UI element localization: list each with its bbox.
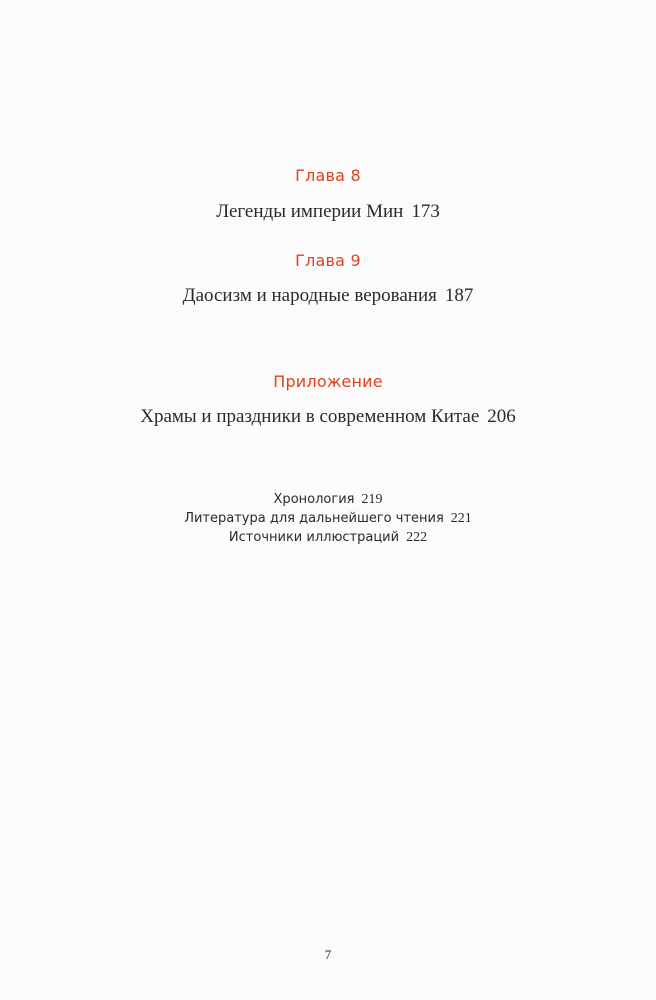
back-matter-item: [0, 509, 656, 528]
appendix-label: Приложение: [273, 372, 383, 391]
page-number: 7: [324, 947, 332, 962]
back-matter-item: [0, 528, 656, 547]
chapter-9-page: 187: [444, 285, 474, 306]
chapter-9-title: Даосизм и народные верования: [182, 285, 437, 306]
appendix-page: 206: [487, 406, 516, 427]
back-matter-item: [0, 490, 656, 509]
back-matter-title: Литература для дальнейшего чтения: [184, 511, 444, 526]
back-matter-page: 221: [450, 511, 472, 526]
appendix-entry: [0, 406, 656, 428]
back-matter-title: Источники иллюстраций: [228, 530, 400, 545]
back-matter-title: Хронология: [273, 492, 355, 507]
chapter-9-entry: [0, 285, 656, 307]
chapter-8-entry: [0, 201, 656, 223]
chapter-8-page: 173: [411, 201, 440, 222]
appendix-title: Храмы и праздники в современном Китае: [140, 406, 480, 427]
back-matter-page: 219: [361, 492, 383, 507]
back-matter-page: 222: [406, 530, 428, 545]
chapter-8-title: Легенды империи Мин: [216, 201, 404, 222]
back-matter-list: [0, 490, 656, 547]
chapter-9-label: Глава 9: [295, 251, 361, 270]
chapter-8-label: Глава 8: [295, 166, 361, 185]
